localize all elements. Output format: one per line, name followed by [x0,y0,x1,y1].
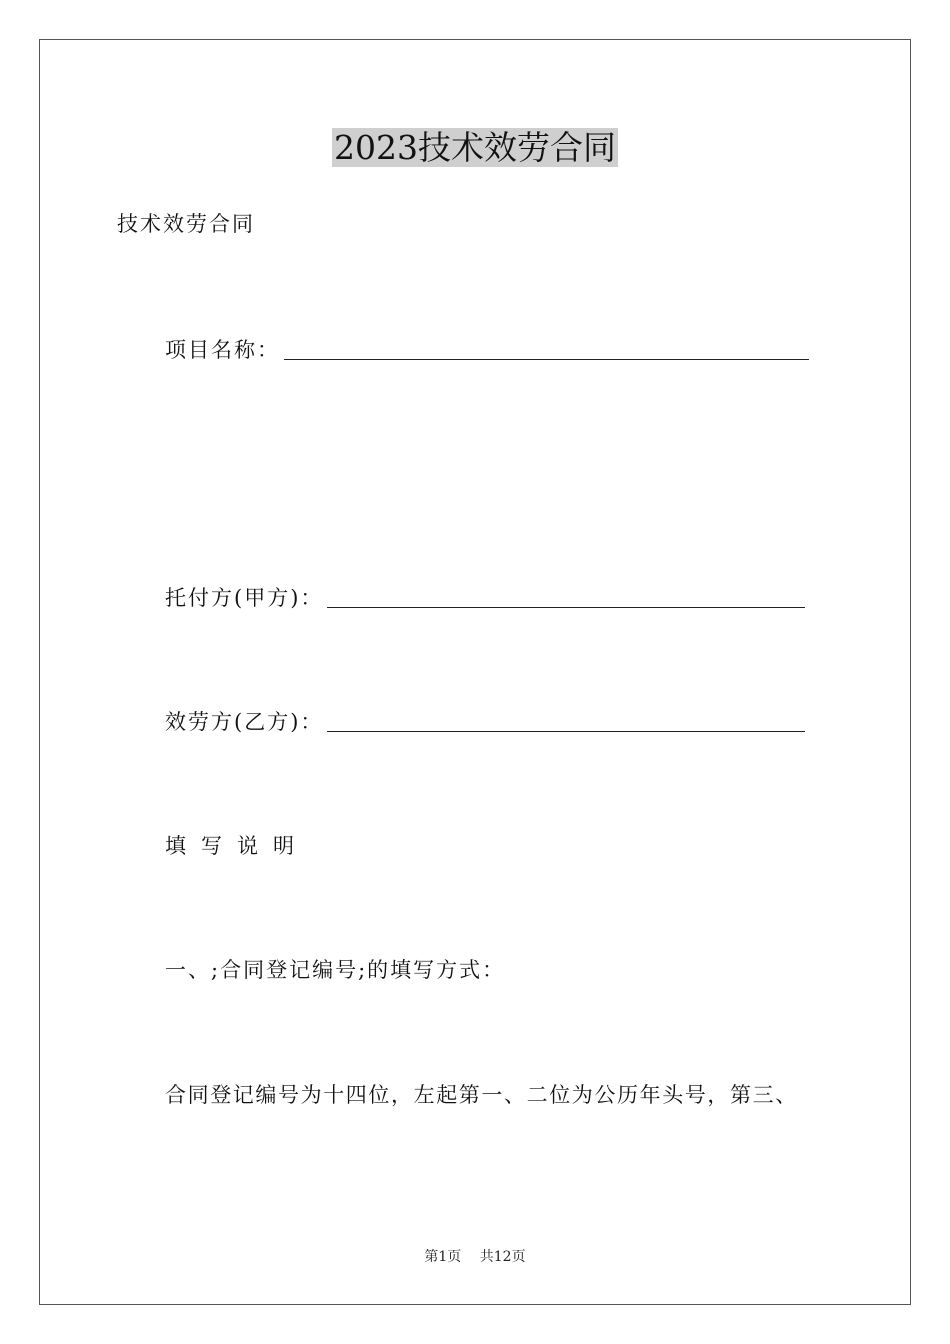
page-footer [0,1247,950,1267]
document-title [0,128,950,168]
client-blank[interactable] [327,587,805,608]
client-field [165,584,805,612]
contract-subtitle: 技术效劳合同 [117,212,255,236]
page-total: 共12页 [479,1249,526,1265]
paragraph-1: 合同登记编号为十四位，左起第一、二位为公历年头号，第三、 [165,1083,798,1107]
provider-field [165,708,805,736]
project-name-blank[interactable] [284,339,809,360]
document-title-text: 2023技术效劳合同 [334,128,616,167]
provider-label: 效劳方(乙方)： [165,710,324,734]
client-label: 托付方(甲方)： [165,586,324,610]
provider-blank[interactable] [327,711,805,732]
project-name-field [165,336,809,364]
instructions-heading: 填写说明 [165,834,309,858]
page-number: 第1页 [424,1249,462,1265]
section-1-heading: 一、;合同登记编号;的填写方式： [165,958,506,982]
project-name-label: 项目名称： [165,338,280,362]
